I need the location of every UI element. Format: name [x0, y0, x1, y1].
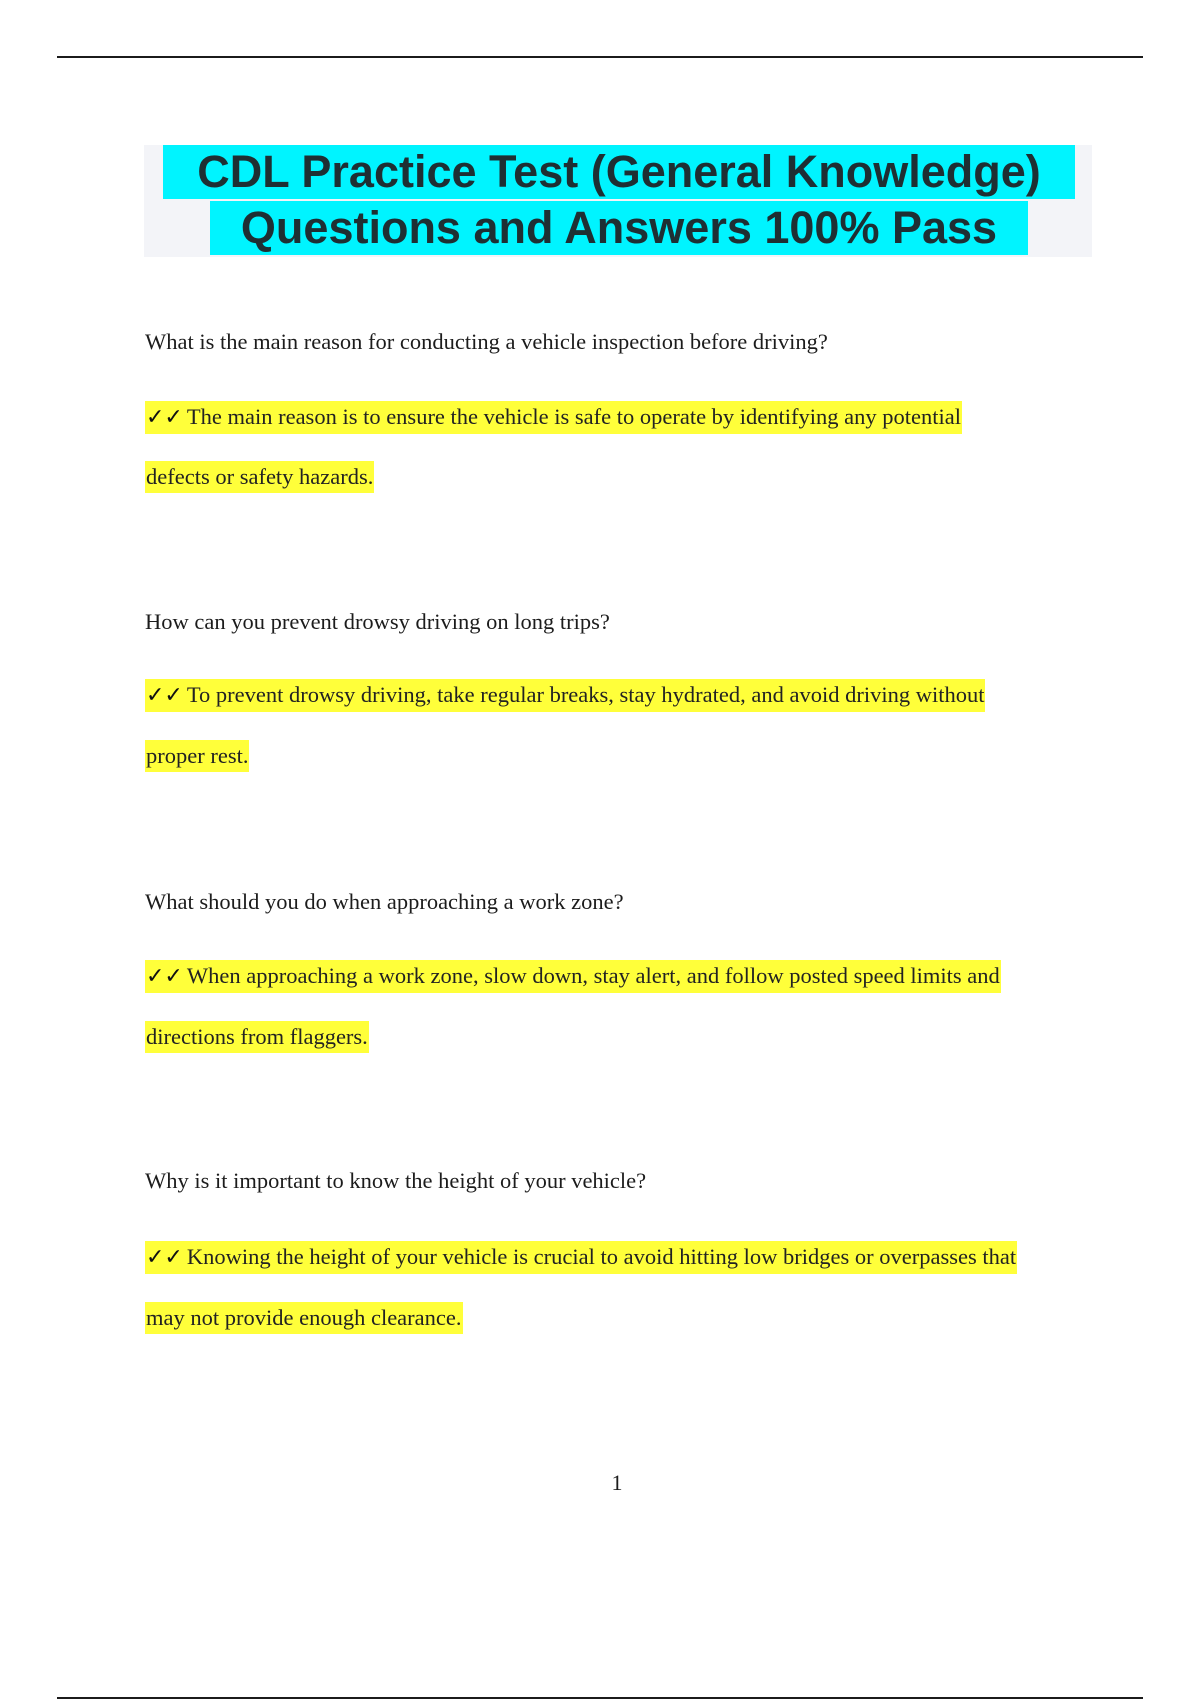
qa-item [145, 887, 1085, 1049]
answer-line [145, 1241, 1017, 1274]
footer-rule [57, 1697, 1143, 1699]
answer-text: Knowing the height of your vehicle is crucial to avoid hitting low bridges or overpasses that [186, 1244, 1017, 1269]
question-text: What should you do when approaching a work zone? [145, 889, 624, 914]
title-line-1: CDL Practice Test (General Knowledge) [163, 145, 1075, 199]
answer-line [145, 960, 1001, 993]
answer-text: The main reason is to ensure the vehicle is safe to operate by identifying any potential [186, 404, 962, 429]
answer-text: When approaching a work zone, slow down, stay alert, and follow posted speed limits and [186, 963, 1000, 988]
answer-line [145, 679, 985, 712]
answer-line-continued: proper rest. [145, 740, 249, 772]
header-rule [57, 56, 1143, 58]
page-number: 1 [611, 1470, 623, 1495]
question-text: Why is it important to know the height of your vehicle? [145, 1168, 647, 1193]
double-check-icon: ✓✓ [146, 683, 183, 708]
qa-item [145, 607, 1085, 768]
qa-item [145, 1166, 1085, 1330]
answer-line [145, 401, 962, 434]
qa-item [145, 327, 1085, 489]
double-check-icon: ✓✓ [146, 1245, 183, 1270]
title-line-2: Questions and Answers 100% Pass [210, 201, 1028, 255]
answer-line-continued: defects or safety hazards. [145, 461, 374, 493]
answer-line-continued: may not provide enough clearance. [145, 1302, 463, 1334]
answer-text: To prevent drowsy driving, take regular breaks, stay hydrated, and avoid driving without [186, 682, 985, 707]
question-text: How can you prevent drowsy driving on long trips? [145, 609, 610, 634]
double-check-icon: ✓✓ [146, 405, 183, 430]
question-text: What is the main reason for conducting a vehicle inspection before driving? [145, 329, 828, 354]
document-title [144, 145, 1092, 257]
double-check-icon: ✓✓ [146, 964, 183, 989]
answer-line-continued: directions from flaggers. [145, 1021, 369, 1053]
